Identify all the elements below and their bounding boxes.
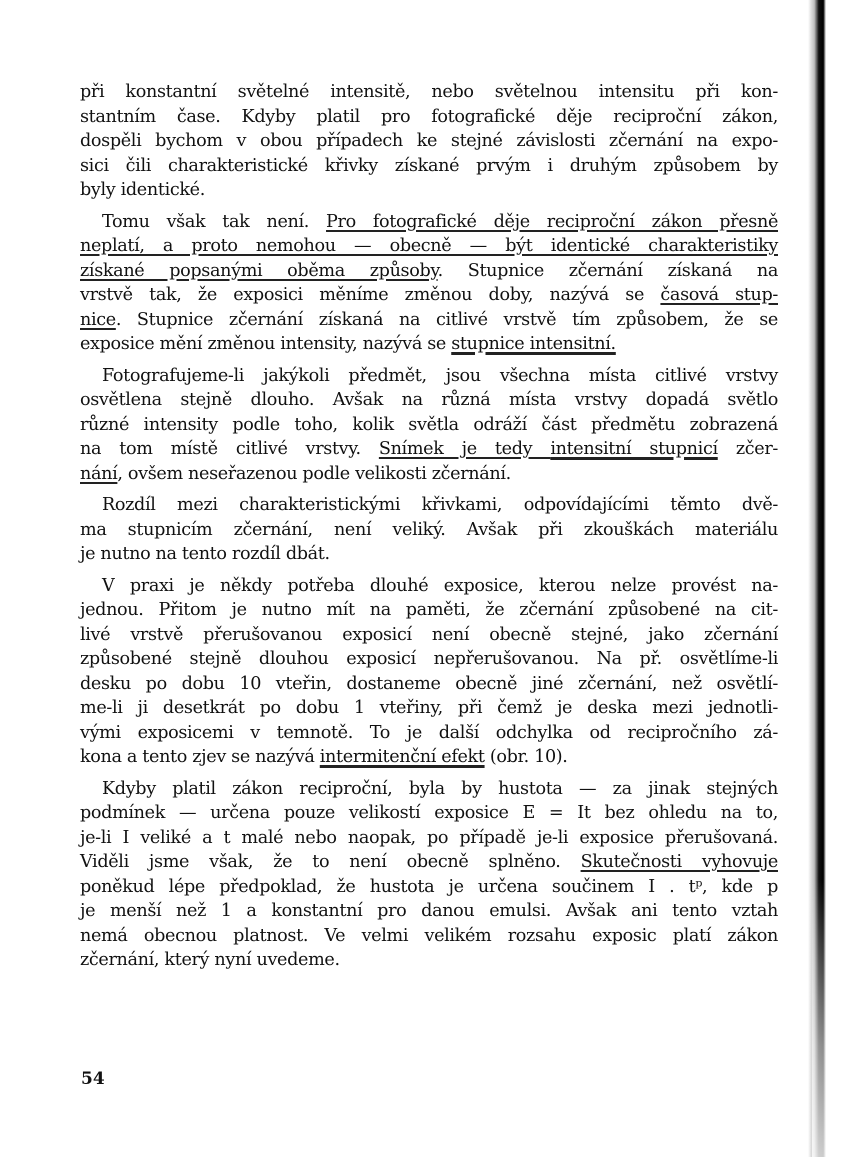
body-text	[80, 80, 778, 980]
text-segment: Rozdíl mezi charakteristickými křivkami, odpovídajícími těmto dvě-	[102, 495, 778, 515]
text-line	[80, 493, 778, 518]
text-segment: je nutno na tento rozdíl dbát.	[80, 544, 330, 564]
text-line	[80, 875, 778, 900]
text-segment: osvětlena stejně dlouho. Avšak na různá místa vrstvy dopadá světlo	[80, 390, 778, 410]
text-segment: nemá obecnou platnost. Ve velmi velikém rozsahu exposic platí zákon	[80, 925, 778, 946]
text-line	[80, 777, 778, 802]
underlined-text: Pro fotografické děje reciproční zákon přesně	[326, 211, 779, 232]
text-line	[80, 413, 778, 438]
text-segment: zčer-	[717, 439, 778, 459]
text-segment: byly identické.	[80, 180, 205, 200]
underlined-text: intermitenční efekt	[319, 747, 485, 767]
text-line	[80, 574, 778, 599]
text-segment: livé vrstvě přerušovanou exposicí není obecně stejné, jako zčernání	[80, 624, 778, 645]
text-line	[80, 801, 778, 826]
text-segment: různé intensity podle toho, kolik světla odráží část předmětu zobrazená	[80, 414, 778, 435]
text-line	[80, 745, 778, 770]
underlined-text: Skutečnosti vyhovuje	[580, 852, 778, 872]
paragraph	[80, 777, 778, 973]
text-line	[80, 518, 778, 543]
text-line	[80, 721, 778, 746]
text-segment: Kdyby platil zákon reciproční, byla by hustota — za jinak stejných	[102, 778, 778, 799]
text-line	[80, 672, 778, 697]
text-line	[80, 647, 778, 672]
text-segment: desku po dobu 10 vteřin, dostaneme obecně jiné zčernání, než osvětlí-	[80, 673, 778, 694]
page-number: 54	[81, 1069, 105, 1089]
text-segment: je menší než 1 a konstantní pro danou emulsi. Avšak ani tento vztah	[80, 901, 778, 921]
underlined-text: získané popsanými oběma způsoby	[80, 260, 438, 281]
text-line	[80, 105, 778, 130]
text-segment: vrstvě tak, že exposici měníme změnou doby, nazývá se	[80, 285, 661, 305]
text-segment: , ovšem neseřazenou podle velikosti zčernání.	[117, 463, 511, 484]
paragraph	[80, 493, 778, 567]
text-line	[80, 308, 778, 333]
underlined-text: neplatí, a proto nemohou — obecně — být identické charakteristiky	[80, 236, 778, 256]
text-segment: sici čili charakteristické křivky získané prvým i druhým způsobem by	[80, 155, 778, 176]
text-line	[80, 234, 778, 259]
text-segment: dospěli bychom v obou případech ke stejné závislosti zčernání na expo-	[80, 131, 778, 151]
text-line	[80, 826, 778, 851]
text-segment: . Stupnice zčernání získaná na	[437, 260, 779, 281]
text-line	[80, 696, 778, 721]
text-segment: podmínek — určena pouze velikostí exposice E = It bez ohledu na to,	[80, 803, 778, 823]
text-segment: Tomu však tak není.	[102, 211, 327, 232]
text-segment: ma stupnicím zčernání, není veliký. Avšak při zkouškách materiálu	[80, 519, 778, 540]
paragraph	[80, 80, 778, 203]
text-segment: způsobené stejně dlouhou exposicí nepřerušovanou. Na př. osvětlíme-li	[80, 649, 778, 669]
text-segment: stantním čase. Kdyby platil pro fotografické děje reciproční zákon,	[80, 106, 778, 127]
underlined-text: nice	[80, 309, 116, 330]
text-segment: při konstantní světelné intensitě, nebo světelnou intensitu při kon-	[80, 82, 778, 102]
underlined-text: nání	[80, 463, 118, 484]
text-segment: je-li I veliké a t malé nebo naopak, po případě je-li exposice přerušovaná.	[80, 827, 778, 848]
paragraph	[80, 574, 778, 770]
text-line	[80, 210, 778, 235]
text-segment: na tom místě citlivé vrstvy.	[80, 439, 379, 459]
underlined-text: časová stup-	[660, 285, 778, 305]
paragraph	[80, 364, 778, 487]
text-segment: exposice mění změnou intensity, nazývá se	[80, 334, 452, 354]
text-segment: poněkud lépe předpoklad, že hustota je určena součinem I . tᵖ, kde p	[80, 876, 778, 897]
text-line	[80, 178, 778, 203]
text-line	[80, 437, 778, 462]
binding-shadow-fade	[812, 880, 826, 1157]
text-segment: Fotografujeme-li jakýkoli předmět, jsou všechna místa citlivé vrstvy	[102, 365, 778, 386]
underlined-text: stupnice intensitní.	[451, 334, 616, 354]
text-segment: V praxi je někdy potřeba dlouhé exposice, kterou nelze provést na-	[102, 575, 778, 596]
underlined-text: intensitní stupnicí	[550, 439, 718, 459]
underlined-text: Snímek je tedy	[378, 439, 551, 459]
text-line	[80, 899, 778, 924]
text-segment: zčernání, který nyní uvedeme.	[80, 950, 340, 970]
text-line	[80, 332, 778, 357]
text-line	[80, 283, 778, 308]
paragraph	[80, 210, 778, 357]
text-line	[80, 924, 778, 949]
text-line	[80, 462, 778, 487]
text-line	[80, 129, 778, 154]
text-segment: . Stupnice zčernání získaná na citlivé vrstvě tím způsobem, že se	[115, 309, 778, 330]
text-line	[80, 850, 778, 875]
text-segment: kona a tento zjev se nazývá	[80, 747, 320, 767]
text-segment: Viděli jsme však, že to není obecně splněno.	[80, 852, 581, 872]
text-line	[80, 154, 778, 179]
text-segment: me-li ji desetkrát po dobu 1 vteřiny, při čemž je deska mezi jednotli-	[80, 698, 778, 718]
text-segment: vými exposicemi v temnotě. To je další odchylka od recipročního zá-	[80, 722, 778, 743]
text-line	[80, 80, 778, 105]
text-segment: (obr. 10).	[484, 747, 568, 767]
text-line	[80, 598, 778, 623]
text-line	[80, 364, 778, 389]
text-line	[80, 388, 778, 413]
text-line	[80, 542, 778, 567]
text-line	[80, 948, 778, 973]
text-line	[80, 623, 778, 648]
text-segment: jednou. Přitom je nutno mít na paměti, že zčernání způsobené na cit-	[80, 600, 778, 620]
text-line	[80, 259, 778, 284]
